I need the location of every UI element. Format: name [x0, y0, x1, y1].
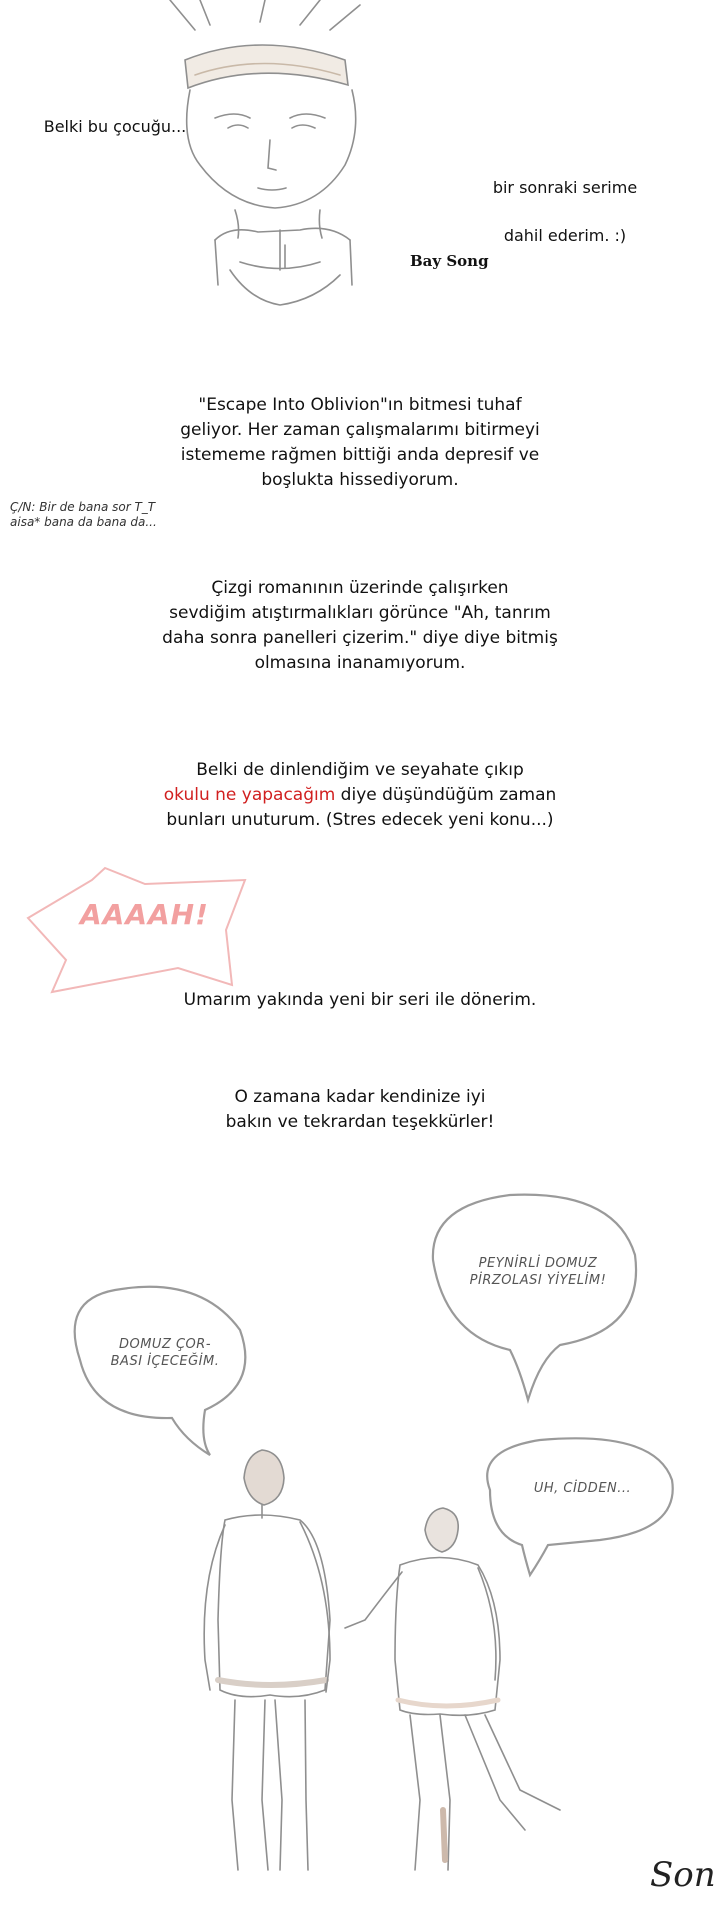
travel-line2-rest: diye düşündüğüm zaman	[335, 785, 557, 805]
character-name-label: Bay Song	[410, 252, 489, 270]
right-caption-line2: dahil ederim. :)	[503, 226, 627, 245]
bubble-top-right-text: PEYNİRLİ DOMUZ PİRZOLASI YİYELİM!	[469, 1256, 607, 1288]
right-caption-line1: bir sonraki serime	[492, 178, 638, 197]
paragraph-thanks: O zamana kadar kendinize iyi bakın ve tekrardan teşekkürler!	[225, 1087, 495, 1132]
bubble-bottom-right-text: UH, CİDDEN...	[533, 1481, 632, 1496]
bubble-left-text: DOMUZ ÇOR- BASI İÇECEĞİM.	[110, 1337, 220, 1369]
left-caption: Belki bu çocuğu...	[43, 117, 187, 136]
travel-line2	[140, 783, 580, 808]
translator-note: Ç/N: Bir de bana sor T_T aisa* bana da bana da...	[10, 500, 157, 529]
paragraph-return: Umarım yakında yeni bir seri ile dönerim.	[183, 990, 537, 1010]
end-label: Son	[650, 1855, 716, 1895]
bay-song-portrait	[170, 0, 360, 305]
sfx-aaaah: AAAAH!	[80, 898, 209, 931]
travel-line3: bunları unuturum. (Stres edecek yeni konu...)	[166, 810, 554, 830]
travel-line1: Belki de dinlendiğim ve seyahate çıkıp	[196, 760, 524, 780]
speech-bubbles	[75, 1195, 673, 1575]
highlight-school: okulu ne yapacağım	[163, 785, 336, 805]
paragraph-snacks: Çizgi romanının üzerinde çalışırken sevdiğim atıştırmalıkları görünce "Ah, tanrım daha sonra panelleri çizerim." diye diye bitmiş olmasına inanamıyorum.	[162, 578, 558, 673]
paragraph-ending-feelings: "Escape Into Oblivion"ın bitmesi tuhaf geliyor. Her zaman çalışmalarımı bitirmeyi istememe rağmen bittiği anda depresif ve boşlukta hissediyorum.	[180, 395, 540, 490]
paragraph-travel	[140, 758, 580, 833]
